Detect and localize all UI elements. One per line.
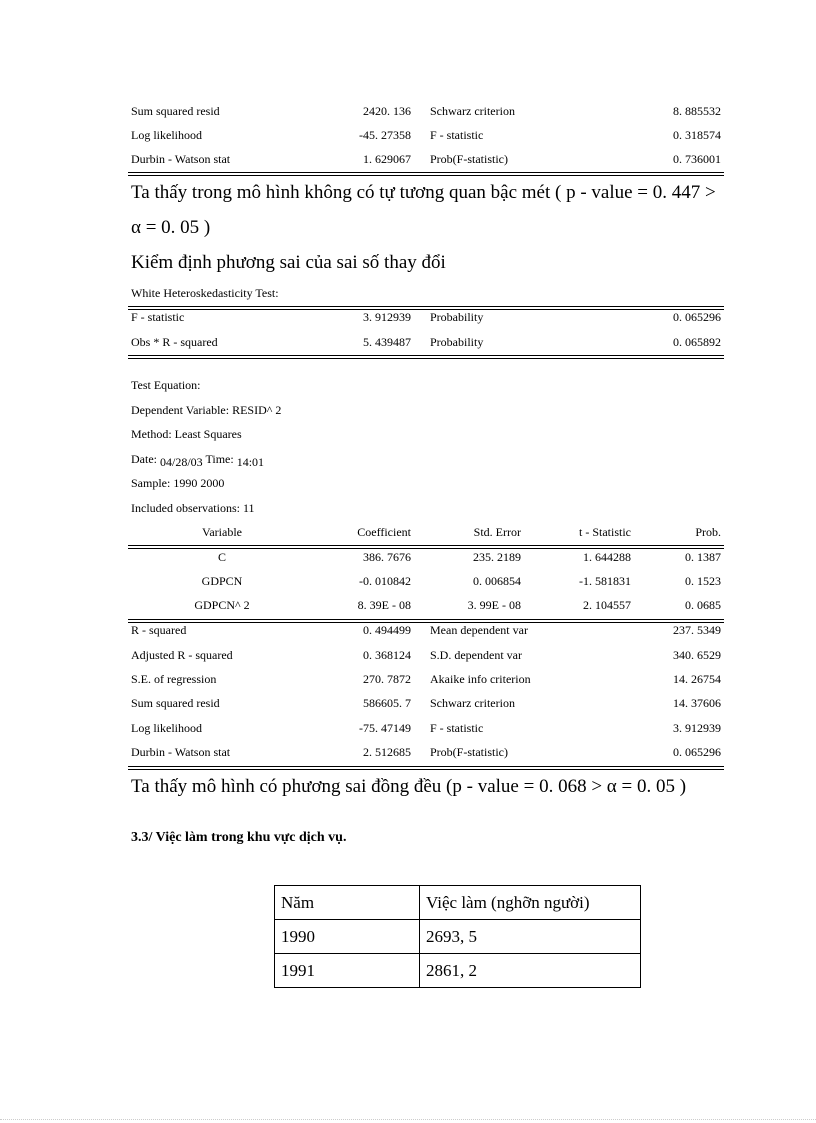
stat-value: 8. 885532 [673, 104, 721, 118]
header-variable: Variable [202, 525, 242, 539]
stat-label: Durbin - Watson stat [131, 152, 231, 166]
cell-prob: 0. 1523 [685, 574, 721, 588]
stat-value: 2420. 136 [363, 104, 411, 118]
stat-label: Akaike info criterion [430, 672, 531, 686]
stat-label: Schwarz criterion [430, 696, 515, 710]
stat-value: 0. 065296 [673, 745, 721, 759]
stat-value: 3. 912939 [363, 310, 411, 324]
observations-label: Included observations: 11 [131, 501, 255, 515]
stat-row [131, 667, 721, 691]
date-value: 04/28/03 [160, 455, 203, 469]
stat-value: 0. 494499 [363, 623, 411, 637]
header-prob: Prob. [695, 525, 721, 539]
stat-value: 1. 629067 [363, 152, 411, 166]
page-bottom-rule [0, 1119, 816, 1120]
dependent-variable: Dependent Variable: RESID^ 2 [131, 403, 282, 417]
cell-t-statistic: 2. 104557 [583, 598, 631, 612]
cell-coefficient: 386. 7676 [363, 550, 411, 564]
stat-label: Log likelihood [131, 128, 202, 142]
stat-row [131, 740, 721, 764]
white-test-title: White Heteroskedasticity Test: [131, 286, 279, 300]
stat-label: Log likelihood [131, 721, 202, 735]
cell-year: 1990 [275, 920, 420, 954]
stat-label: Durbin - Watson stat [131, 745, 231, 759]
cell-year: 1991 [275, 954, 420, 988]
white-test-row [131, 330, 721, 354]
cell-t-statistic: -1. 581831 [579, 574, 631, 588]
cell-prob: 0. 1387 [685, 550, 721, 564]
header-std-error: Std. Error [473, 525, 521, 539]
test-equation-label: Test Equation: [131, 378, 201, 392]
stat-label: F - statistic [430, 128, 484, 142]
subsection-heading: 3.3/ Việc làm trong khu vực dịch vụ. [131, 830, 347, 845]
table-row [131, 545, 721, 569]
stat-row [131, 99, 721, 123]
jobs-table [274, 885, 641, 988]
stat-value: 3. 912939 [673, 721, 721, 735]
cell-std-error: 235. 2189 [473, 550, 521, 564]
stat-label: Sum squared resid [131, 104, 220, 118]
cell-std-error: 0. 006854 [473, 574, 521, 588]
date-label: Date: [131, 452, 157, 466]
stat-label: Mean dependent var [430, 623, 528, 637]
stat-value: -75. 47149 [359, 721, 411, 735]
stat-label: F - statistic [430, 721, 484, 735]
header-t-statistic: t - Statistic [579, 525, 631, 539]
cell-jobs: 2693, 5 [420, 920, 641, 954]
stat-label: F - statistic [131, 310, 185, 324]
date-time-line [131, 447, 264, 471]
stat-value: 0. 065892 [673, 335, 721, 349]
stat-value: 586605. 7 [363, 696, 411, 710]
stat-label: Prob(F-statistic) [430, 745, 508, 759]
cell-jobs: 2861, 2 [420, 954, 641, 988]
conclusion-text: Ta thấy trong mô hình không có tự tương quan bậc mét ( p - value = 0. 447 > [131, 182, 716, 203]
stat-label: R - squared [131, 623, 187, 637]
stat-value: 5. 439487 [363, 335, 411, 349]
cell-coefficient: -0. 010842 [359, 574, 411, 588]
double-rule [128, 172, 724, 176]
conclusion-text: Ta thấy mô hình có phương sai đồng đều (p - value = 0. 068 > α = 0. 05 ) [131, 776, 687, 797]
stat-label: S.D. dependent var [430, 648, 522, 662]
stat-value: 14. 37606 [673, 696, 721, 710]
stat-label: Obs * R - squared [131, 335, 218, 349]
double-rule [128, 766, 724, 770]
table-header-row [275, 886, 641, 920]
time-label: Time: [205, 452, 234, 466]
stat-value: 0. 318574 [673, 128, 721, 142]
double-rule [128, 355, 724, 359]
stat-row [131, 643, 721, 667]
stat-value: 0. 368124 [363, 648, 411, 662]
stat-label: S.E. of regression [131, 672, 217, 686]
stat-value: 270. 7872 [363, 672, 411, 686]
stat-row [131, 618, 721, 642]
stat-row [131, 123, 721, 147]
method-label: Method: Least Squares [131, 427, 242, 441]
table-row [275, 954, 641, 988]
cell-coefficient: 8. 39E - 08 [357, 598, 411, 612]
stat-label: Sum squared resid [131, 696, 220, 710]
section-heading: Kiểm định phương sai của sai số thay đổi [131, 252, 446, 273]
sample-label: Sample: 1990 2000 [131, 476, 225, 490]
cell-std-error: 3. 99E - 08 [467, 598, 521, 612]
stat-value: 237. 5349 [673, 623, 721, 637]
stat-row [131, 147, 721, 171]
stat-value: -45. 27358 [359, 128, 411, 142]
stat-label: Probability [430, 310, 484, 324]
coef-header-row [131, 520, 721, 544]
header-year: Năm [275, 886, 420, 920]
conclusion-text: α = 0. 05 ) [131, 217, 211, 238]
stat-value: 340. 6529 [673, 648, 721, 662]
stat-row [131, 691, 721, 715]
cell-variable: GDPCN [201, 574, 243, 588]
stat-label: Probability [430, 335, 484, 349]
stat-label: Prob(F-statistic) [430, 152, 508, 166]
stat-value: 0. 065296 [673, 310, 721, 324]
stat-value: 2. 512685 [363, 745, 411, 759]
stat-label: Adjusted R - squared [131, 648, 233, 662]
header-coefficient: Coefficient [357, 525, 411, 539]
stat-row [131, 716, 721, 740]
table-row [131, 569, 721, 593]
table-row [131, 593, 721, 617]
cell-prob: 0. 0685 [685, 598, 721, 612]
table-row [275, 920, 641, 954]
stat-label: Schwarz criterion [430, 104, 515, 118]
cell-t-statistic: 1. 644288 [583, 550, 631, 564]
cell-variable: C [217, 550, 226, 564]
time-value: 14:01 [236, 455, 265, 469]
stat-value: 14. 26754 [673, 672, 721, 686]
stat-value: 0. 736001 [673, 152, 721, 166]
header-jobs: Việc làm (nghỡn người) [420, 886, 641, 920]
cell-variable: GDPCN^ 2 [194, 598, 250, 612]
white-test-row [131, 305, 721, 329]
